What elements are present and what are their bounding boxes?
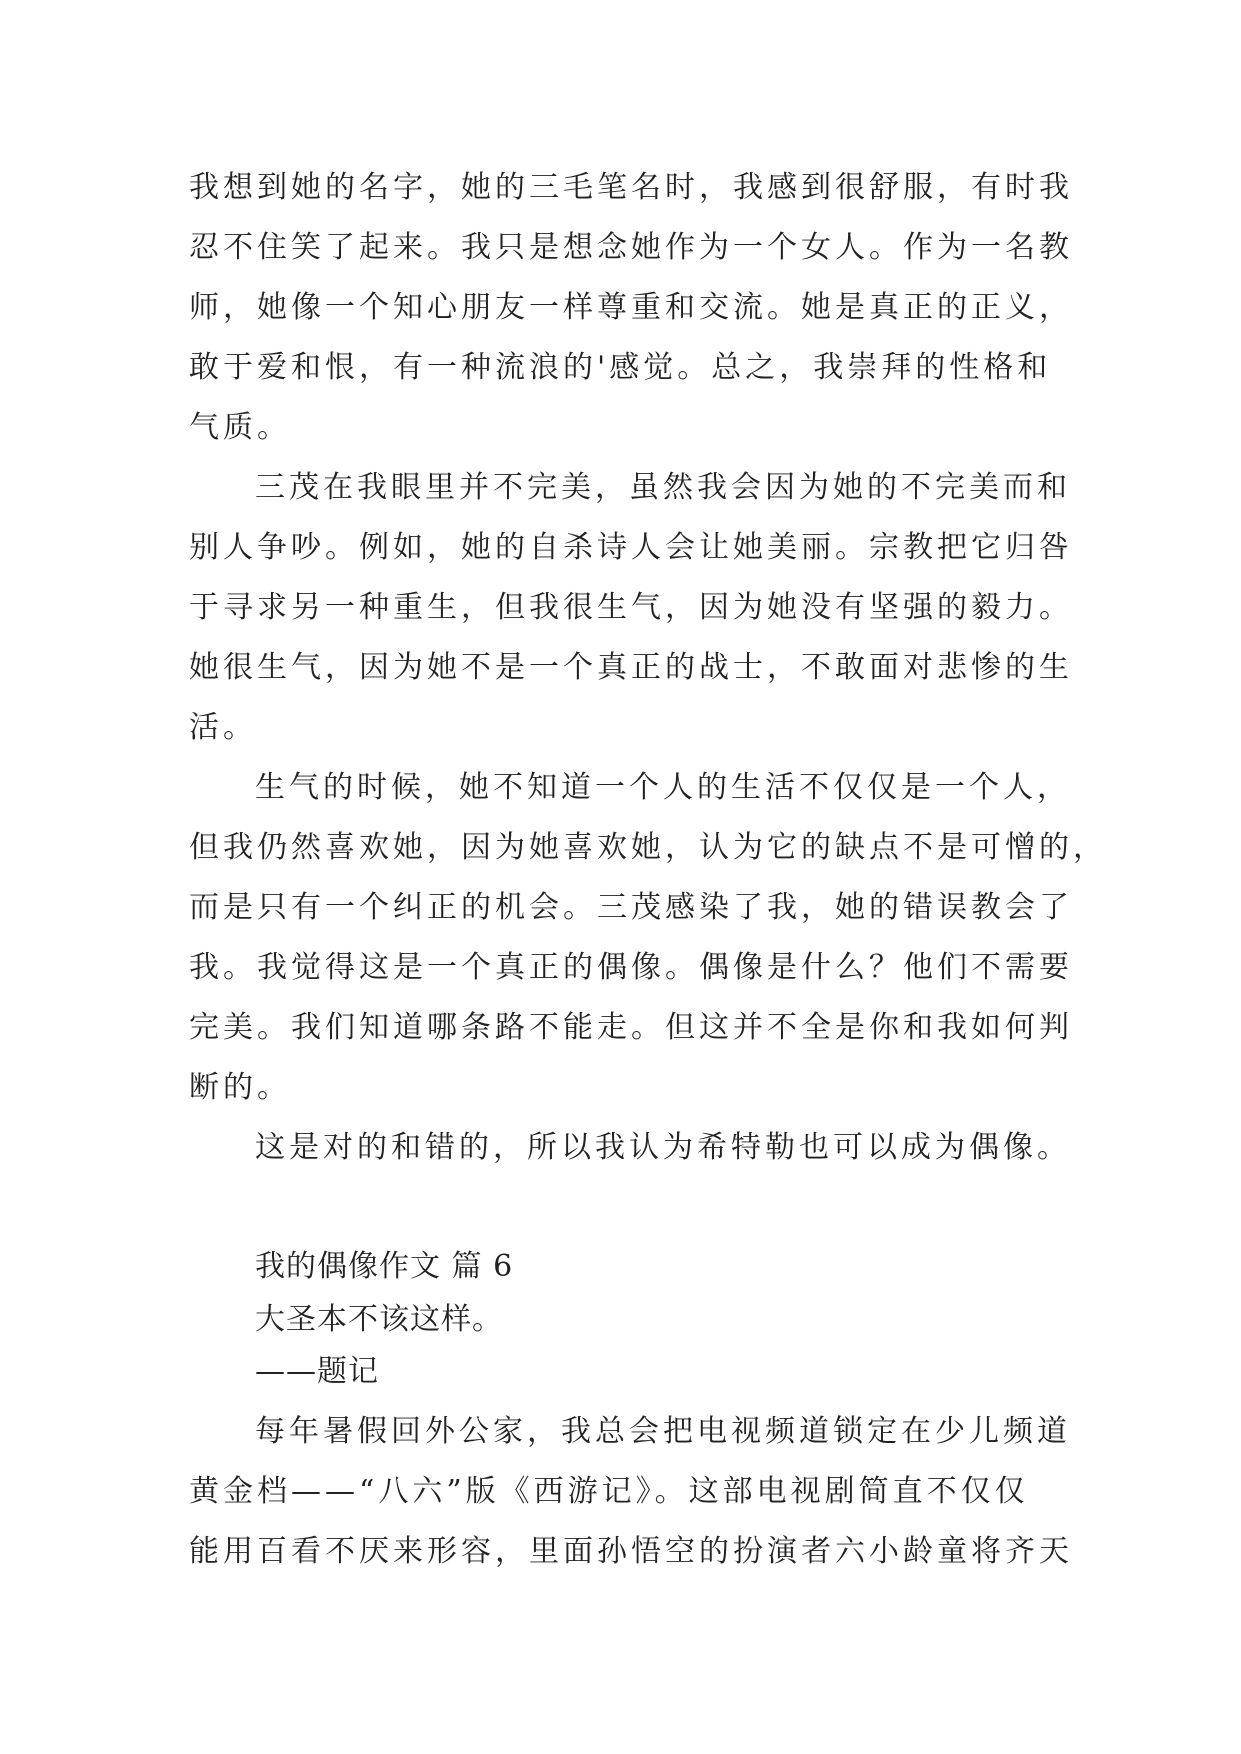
body-text-line: 断的。 xyxy=(189,1070,291,1105)
body-text-line: 气质。 xyxy=(189,410,291,445)
body-text-line: 完美。我们知道哪条路不能走。但这并不全是你和我如何判 xyxy=(189,1010,1073,1045)
body-text-line: 于寻求另一种重生，但我很生气，因为她没有坚强的毅力。 xyxy=(189,590,1073,625)
body-text-line: 敢于爱和恨，有一种流浪的'感觉。总之，我崇拜的性格和 xyxy=(189,350,1052,385)
body-text-line: 我想到她的名字，她的三毛笔名时，我感到很舒服，有时我 xyxy=(189,170,1073,205)
section-heading: 我的偶像作文 篇 6 xyxy=(255,1249,514,1284)
body-text-line: 这是对的和错的，所以我认为希特勒也可以成为偶像。 xyxy=(255,1130,1071,1165)
body-text-line: 黄金档——“八六”版《西游记》。这部电视剧简直不仅仅 xyxy=(189,1474,1029,1509)
body-text-line: 而是只有一个纠正的机会。三茂感染了我，她的错误教会了 xyxy=(189,890,1073,925)
body-text-line: 我。我觉得这是一个真正的偶像。偶像是什么？他们不需要 xyxy=(189,950,1073,985)
body-text-line: 能用百看不厌来形容，里面孙悟空的扮演者六小龄童将齐天 xyxy=(189,1534,1073,1569)
body-text-line: 活。 xyxy=(189,710,257,745)
body-text-line: 别人争吵。例如，她的自杀诗人会让她美丽。宗教把它归咎 xyxy=(189,530,1073,565)
body-text-line: 生气的时候，她不知道一个人的生活不仅仅是一个人， xyxy=(255,770,1071,805)
body-text-line: 三茂在我眼里并不完美，虽然我会因为她的不完美而和 xyxy=(255,470,1071,505)
body-text-line: 师，她像一个知心朋友一样尊重和交流。她是真正的正义， xyxy=(189,290,1073,325)
body-text-line: 每年暑假回外公家，我总会把电视频道锁定在少儿频道 xyxy=(255,1414,1071,1449)
epigraph: 大圣本不该这样。 xyxy=(255,1302,503,1337)
body-text-line: 忍不住笑了起来。我只是想念她作为一个女人。作为一名教 xyxy=(189,230,1073,265)
body-text-line: 她很生气，因为她不是一个真正的战士，不敢面对悲惨的生 xyxy=(189,650,1073,685)
body-text-line: 但我仍然喜欢她，因为她喜欢她，认为它的缺点不是可憎的， xyxy=(189,830,1107,865)
epigraph-attribution: ——题记 xyxy=(255,1354,379,1389)
